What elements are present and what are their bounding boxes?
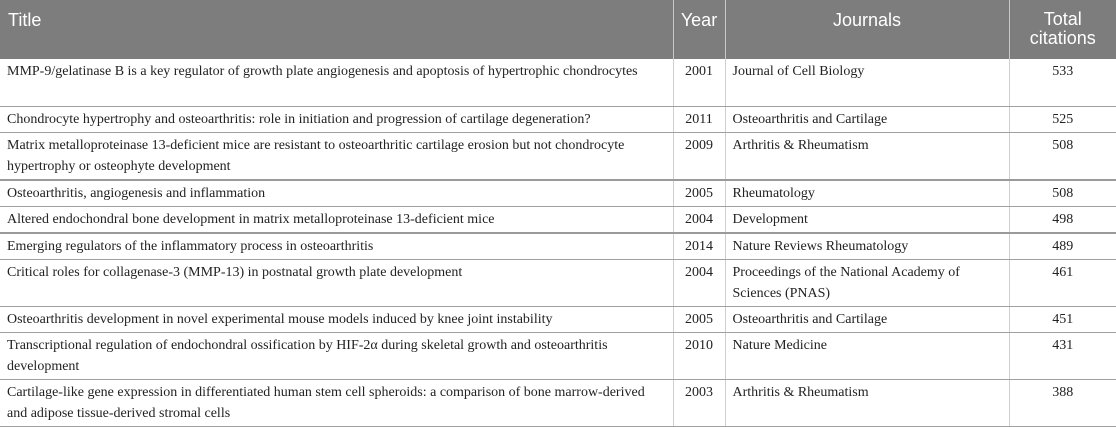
cell-citations: 533 bbox=[1009, 59, 1116, 106]
table-row bbox=[0, 180, 1116, 207]
table-row bbox=[0, 379, 1116, 426]
cell-year: 2004 bbox=[673, 259, 725, 306]
cell-title: Critical roles for collagenase-3 (MMP-13) in postnatal growth plate development bbox=[0, 259, 673, 306]
cell-title: Chondrocyte hypertrophy and osteoarthritis: role in initiation and progression of cartilage degeneration? bbox=[0, 106, 673, 132]
table-row bbox=[0, 332, 1116, 379]
cell-citations: 525 bbox=[1009, 106, 1116, 132]
cell-citations: 431 bbox=[1009, 332, 1116, 379]
table-row bbox=[0, 233, 1116, 260]
cell-year: 2014 bbox=[673, 233, 725, 260]
cell-title: Matrix metalloproteinase 13-deficient mice are resistant to osteoarthritic cartilage erosion but not chondrocyte hypertrophy or osteophyte development bbox=[0, 132, 673, 180]
cell-year: 2011 bbox=[673, 106, 725, 132]
cell-title: Osteoarthritis, angiogenesis and inflammation bbox=[0, 180, 673, 207]
cell-journal: Nature Reviews Rheumatology bbox=[725, 233, 1009, 260]
header-title: Title bbox=[0, 0, 673, 59]
table-body bbox=[0, 59, 1116, 426]
cell-journal: Osteoarthritis and Cartilage bbox=[725, 306, 1009, 332]
table-row bbox=[0, 106, 1116, 132]
cell-citations: 489 bbox=[1009, 233, 1116, 260]
cell-title: Altered endochondral bone development in matrix metalloproteinase 13-deficient mice bbox=[0, 206, 673, 233]
cell-citations: 461 bbox=[1009, 259, 1116, 306]
cell-journal: Development bbox=[725, 206, 1009, 233]
cell-year: 2005 bbox=[673, 180, 725, 207]
cell-citations: 508 bbox=[1009, 132, 1116, 180]
table-row bbox=[0, 306, 1116, 332]
header-journals: Journals bbox=[725, 0, 1009, 59]
header-citations-line2: citations bbox=[1029, 28, 1096, 48]
cell-title: Emerging regulators of the inflammatory process in osteoarthritis bbox=[0, 233, 673, 260]
cell-journal: Nature Medicine bbox=[725, 332, 1009, 379]
cell-journal: Journal of Cell Biology bbox=[725, 59, 1009, 106]
cell-year: 2010 bbox=[673, 332, 725, 379]
cell-journal: Arthritis & Rheumatism bbox=[725, 132, 1009, 180]
cell-year: 2005 bbox=[673, 306, 725, 332]
cell-year: 2001 bbox=[673, 59, 725, 106]
cell-title: Osteoarthritis development in novel experimental mouse models induced by knee joint instability bbox=[0, 306, 673, 332]
cell-citations: 388 bbox=[1009, 379, 1116, 426]
cell-year: 2003 bbox=[673, 379, 725, 426]
cell-title: MMP-9/gelatinase B is a key regulator of growth plate angiogenesis and apoptosis of hypertrophic chondrocytes bbox=[0, 59, 673, 106]
header-total-citations bbox=[1009, 0, 1116, 59]
cell-citations: 508 bbox=[1009, 180, 1116, 207]
table-row bbox=[0, 59, 1116, 106]
header-year: Year bbox=[673, 0, 725, 59]
cell-citations: 498 bbox=[1009, 206, 1116, 233]
table-row bbox=[0, 132, 1116, 180]
cell-year: 2004 bbox=[673, 206, 725, 233]
cell-citations: 451 bbox=[1009, 306, 1116, 332]
table-row bbox=[0, 206, 1116, 233]
cell-journal: Rheumatology bbox=[725, 180, 1009, 207]
table-row bbox=[0, 259, 1116, 306]
cell-title: Cartilage-like gene expression in differentiated human stem cell spheroids: a comparison of bone marrow-derived and adipose tissue-derived stromal cells bbox=[0, 379, 673, 426]
cell-title: Transcriptional regulation of endochondral ossification by HIF-2α during skeletal growth and osteoarthritis development bbox=[0, 332, 673, 379]
cell-journal: Arthritis & Rheumatism bbox=[725, 379, 1009, 426]
cell-journal: Osteoarthritis and Cartilage bbox=[725, 106, 1009, 132]
header-citations-line1: Total bbox=[1043, 9, 1082, 29]
cell-journal: Proceedings of the National Academy of Sciences (PNAS) bbox=[725, 259, 1009, 306]
table-header bbox=[0, 0, 1116, 59]
cell-year: 2009 bbox=[673, 132, 725, 180]
